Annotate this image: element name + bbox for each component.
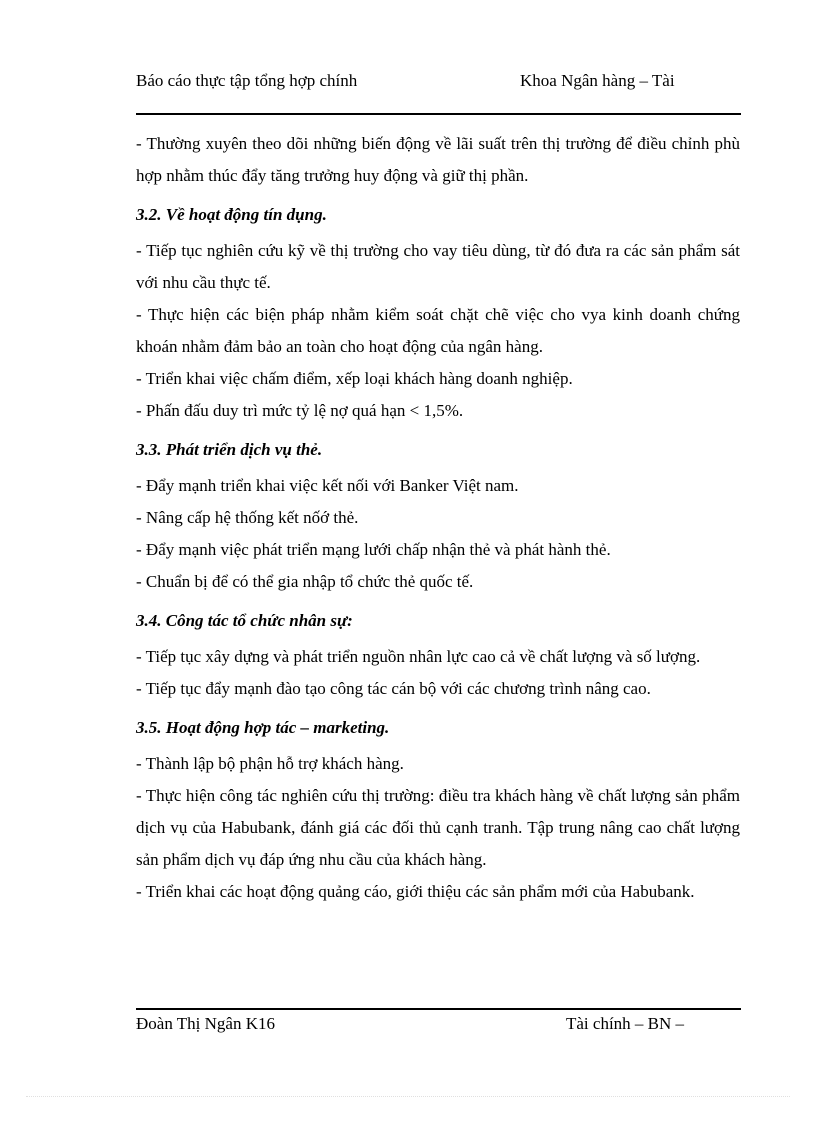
header-department: Khoa Ngân hàng – Tài	[520, 71, 675, 90]
section-heading-3-2: 3.2. Về hoạt động tín dụng.	[136, 205, 327, 224]
paragraph: - Tiếp tục nghiên cứu kỹ về thị trường cho vay tiêu dùng, từ đó đưa ra các sản phẩm sát với nhu cầu thực tế.	[136, 241, 740, 292]
section-heading-3-5: 3.5. Hoạt động hợp tác – marketing.	[136, 718, 390, 737]
paragraph: - Triển khai việc chấm điểm, xếp loại khách hàng doanh nghiệp.	[136, 369, 573, 388]
header-rule	[136, 113, 741, 115]
document-body	[136, 128, 740, 908]
header-report-title: Báo cáo thực tập tổng hợp chính	[136, 71, 358, 90]
footer-author: Đoàn Thị Ngân K16	[136, 1014, 275, 1033]
paragraph: - Đẩy mạnh triển khai việc kết nối với Banker Việt nam.	[136, 476, 519, 495]
paragraph: - Tiếp tục đẩy mạnh đào tạo công tác cán bộ với các chương trình nâng cao.	[136, 679, 651, 698]
paragraph: - Triển khai các hoạt động quảng cáo, giới thiệu các sản phẩm mới của Habubank.	[136, 882, 695, 901]
section-heading-3-3: 3.3. Phát triển dịch vụ thẻ.	[136, 440, 323, 459]
section-heading-3-4: 3.4. Công tác tổ chức nhân sự:	[136, 611, 353, 630]
paragraph: - Thành lập bộ phận hỗ trợ khách hàng.	[136, 754, 404, 773]
paragraph: - Nâng cấp hệ thống kết nốớ thẻ.	[136, 508, 359, 527]
paragraph: - Thực hiện công tác nghiên cứu thị trường: điều tra khách hàng về chất lượng sản phẩm dịch vụ của Habubank, đánh giá các đối thủ cạnh tranh. Tập trung nâng cao chất lượng sản phẩm dịch vụ đáp ứng nhu cầu của khách hàng.	[136, 786, 740, 869]
page-header	[136, 70, 740, 114]
paragraph: - Thực hiện các biện pháp nhằm kiểm soát chặt chẽ việc cho vya kinh doanh chứng khoán nhằm đảm bảo an toàn cho hoạt động của ngân hàng.	[136, 305, 740, 356]
paragraph: - Thường xuyên theo dõi những biến động về lãi suất trên thị trường để điều chỉnh phù hợp nhằm thúc đẩy tăng trưởng huy động và giữ thị phần.	[136, 134, 740, 185]
footer-rule	[136, 1008, 741, 1010]
paragraph: - Chuẩn bị để có thể gia nhập tổ chức thẻ quốc tế.	[136, 572, 474, 591]
paragraph: - Tiếp tục xây dựng và phát triển nguồn nhân lực cao cả về chất lượng và số lượng.	[136, 647, 701, 666]
paragraph: - Đẩy mạnh việc phát triển mạng lưới chấp nhận thẻ và phát hành thẻ.	[136, 540, 611, 559]
paragraph: - Phấn đấu duy trì mức tỷ lệ nợ quá hạn < 1,5%.	[136, 401, 464, 420]
page-bottom-dotted-line	[26, 1096, 790, 1097]
footer-class: Tài chính – BN –	[566, 1014, 685, 1033]
